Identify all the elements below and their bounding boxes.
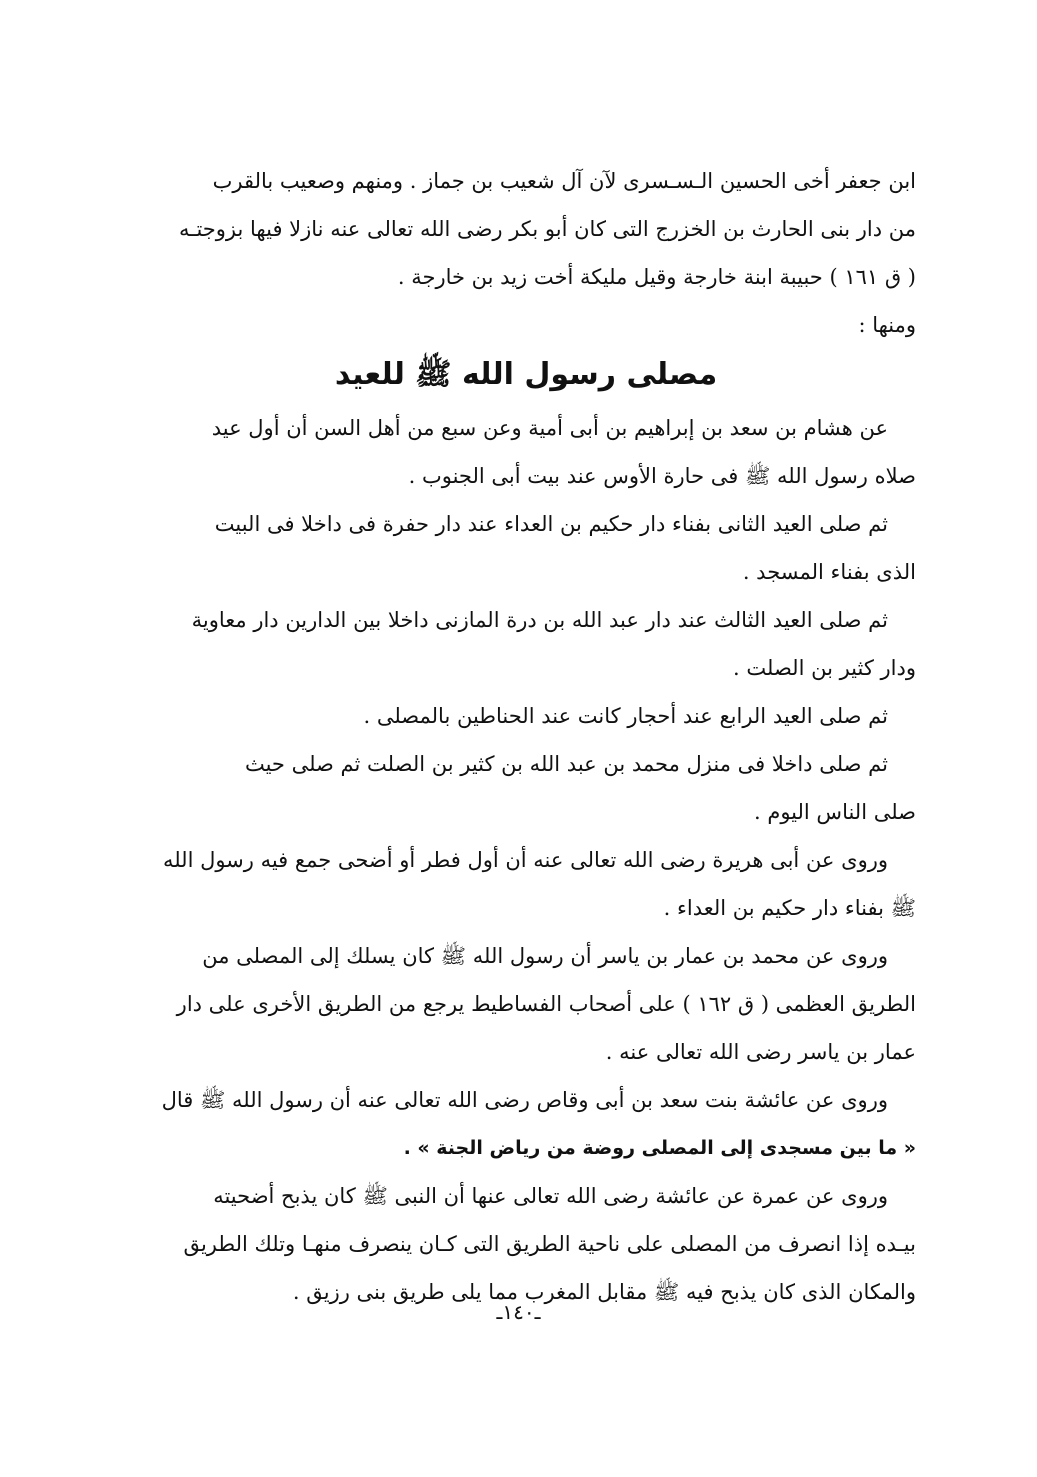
- body-line-8: ثم صلى داخلا فى منزل محمد بن عبد الله بن كثير بن الصلت ثم صلى حيث: [244, 752, 888, 776]
- body-line-1: عن هشام بن سعد بن إبراهيم بن أبى أمية وعن سبع من أهل السن أن أول عيد: [211, 416, 888, 440]
- body-line-6: ودار كثير بن الصلت .: [733, 656, 916, 680]
- body-line-18: بيـده إذا انصرف من المصلى على ناحية الطريق التى كـان ينصرف منهـا وتلك الطريق: [183, 1232, 916, 1256]
- body-text: [136, 404, 916, 1316]
- body-line-10: وروى عن أبى هريرة رضى الله تعالى عنه أن أول فطر أو أضحى جمع فيه رسول الله: [162, 848, 888, 872]
- body-line-15: وروى عن عائشة بنت سعد بن أبى وقاص رضى الله تعالى عنه أن رسول الله ﷺ قال: [161, 1088, 888, 1112]
- hadith-quote-line: « ما بين مسجدى إلى المصلى روضة من رياض الجنة » .: [403, 1137, 916, 1159]
- body-line-9: صلى الناس اليوم .: [753, 800, 916, 824]
- section-heading: مصلى رسول الله ﷺ للعيد: [334, 357, 718, 392]
- body-line-19: والمكان الذى كان يذبح فيه ﷺ مقابل المغرب مما يلى طريق بنى رزيق .: [292, 1280, 916, 1304]
- intro-paragraph: [136, 157, 916, 349]
- body-line-13: الطريق العظمى ( ق ١٦٢ ) على أصحاب الفساطيط يرجع من الطريق الأخرى على دار: [176, 992, 916, 1016]
- body-line-4: الذى بفناء المسجد .: [742, 560, 916, 584]
- page-number: ـ١٤٠ـ: [496, 1300, 541, 1324]
- intro-line-4: ومنها :: [858, 313, 916, 337]
- intro-line-2: من دار بنى الحارث بن الخزرج التى كان أبو بكر رضى الله تعالى عنه نازلا فيها بزوجتـه: [179, 217, 916, 241]
- body-line-3: ثم صلى العيد الثانى بفناء دار حكيم بن العداء عند دار حفرة فى داخلا فى البيت: [214, 512, 888, 536]
- body-line-12: وروى عن محمد بن عمار بن ياسر أن رسول الله ﷺ كان يسلك إلى المصلى من: [202, 944, 888, 968]
- body-line-5: ثم صلى العيد الثالث عند دار عبد الله بن درة المازنى داخلا بين الدارين دار معاوية: [191, 608, 888, 632]
- body-line-17: وروى عن عمرة عن عائشة رضى الله تعالى عنها أن النبى ﷺ كان يذبح أضحيته: [213, 1184, 888, 1208]
- intro-line-1: ابن جعفر أخى الحسين الـسـسرى لآن آل شعيب بن جماز . ومنهم وصعيب بالقرب: [212, 169, 916, 193]
- body-line-14: عمار بن ياسر رضى الله تعالى عنه .: [605, 1040, 916, 1064]
- body-line-11: ﷺ بفناء دار حكيم بن العداء .: [663, 896, 916, 920]
- body-line-2: صلاه رسول الله ﷺ فى حارة الأوس عند بيت أبى الجنوب .: [408, 464, 916, 488]
- body-line-7: ثم صلى العيد الرابع عند أحجار كانت عند الحناطين بالمصلى .: [363, 704, 888, 728]
- intro-line-3: ( ق ١٦١ ) حبيبة ابنة خارجة وقيل مليكة أخت زيد بن خارجة .: [397, 265, 916, 289]
